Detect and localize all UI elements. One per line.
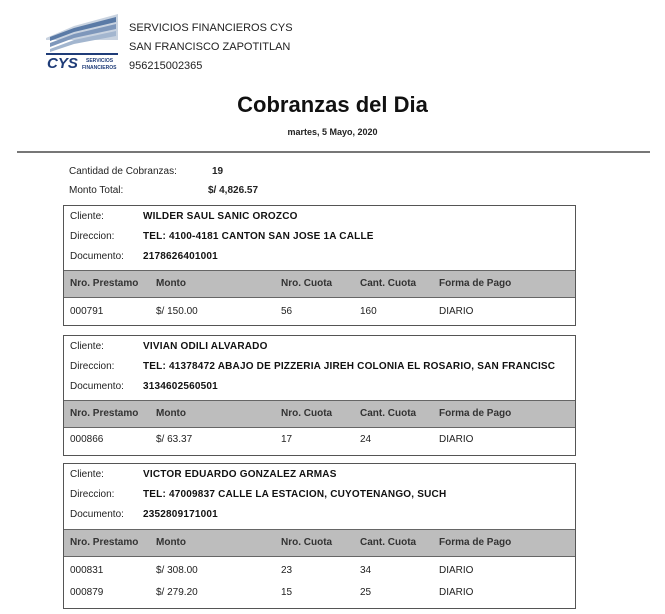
table-row [64, 430, 575, 450]
loans-table-header [64, 270, 575, 298]
loan-installment-count: 160 [360, 306, 377, 317]
loan-installment-count: 25 [360, 587, 372, 598]
loan-amount: $/ 279.20 [156, 587, 198, 598]
table-row [64, 561, 575, 581]
client-row [64, 207, 575, 227]
count-value: 19 [212, 166, 224, 177]
company-location: SAN FRANCISCO ZAPOTITLAN [129, 41, 291, 53]
client-address: TEL: 47009837 CALLE LA ESTACION, CUYOTENANGO, SUCH [143, 489, 447, 500]
loan-amount: $/ 308.00 [156, 565, 198, 576]
address-row [64, 485, 575, 505]
col-installment-count: Cant. Cuota [360, 408, 417, 419]
client-document: 2352809171001 [143, 509, 218, 520]
svg-text:FINANCIEROS: FINANCIEROS [82, 65, 117, 71]
client-name: VICTOR EDUARDO GONZALEZ ARMAS [143, 469, 337, 480]
company-phone: 956215002365 [129, 60, 203, 72]
loan-amount: $/ 150.00 [156, 306, 198, 317]
client-address: TEL: 4100-4181 CANTON SAN JOSE 1A CALLE [143, 231, 374, 242]
count-label: Cantidad de Cobranzas: [69, 166, 177, 177]
client-block [63, 205, 576, 326]
client-row [64, 337, 575, 357]
loan-payment-form: DIARIO [439, 565, 474, 576]
col-amount: Monto [156, 537, 186, 548]
address-label: Direccion: [70, 489, 115, 500]
loans-table-header [64, 529, 575, 557]
table-row [64, 583, 575, 603]
document-label: Documento: [70, 381, 124, 392]
col-amount: Monto [156, 408, 186, 419]
client-block [63, 335, 576, 456]
col-payment-form: Forma de Pago [439, 537, 512, 548]
document-row [64, 377, 575, 397]
col-installment: Nro. Cuota [281, 278, 333, 289]
client-document: 3134602560501 [143, 381, 218, 392]
client-address: TEL: 41378472 ABAJO DE PIZZERIA JIREH COLONIA EL ROSARIO, SAN FRANCISC [143, 361, 556, 372]
col-loan-number: Nro. Prestamo [70, 278, 139, 289]
loan-installment: 56 [281, 306, 293, 317]
report-title: Cobranzas del Dia [237, 92, 428, 117]
col-payment-form: Forma de Pago [439, 408, 512, 419]
loan-installment: 23 [281, 565, 293, 576]
col-loan-number: Nro. Prestamo [70, 537, 139, 548]
total-value: $/ 4,826.57 [208, 185, 259, 196]
loan-number: 000791 [70, 306, 104, 317]
loan-payment-form: DIARIO [439, 587, 474, 598]
loan-number: 000831 [70, 565, 104, 576]
document-row [64, 247, 575, 267]
loan-amount: $/ 63.37 [156, 434, 193, 445]
address-label: Direccion: [70, 231, 115, 242]
document-label: Documento: [70, 251, 124, 262]
col-installment-count: Cant. Cuota [360, 537, 417, 548]
client-block [63, 463, 576, 609]
col-installment: Nro. Cuota [281, 537, 333, 548]
client-label: Cliente: [70, 341, 104, 352]
total-label: Monto Total: [69, 185, 124, 196]
loan-number: 000879 [70, 587, 104, 598]
loan-payment-form: DIARIO [439, 306, 474, 317]
loan-installment-count: 34 [360, 565, 372, 576]
col-amount: Monto [156, 278, 186, 289]
svg-text:SERVICIOS: SERVICIOS [86, 58, 114, 64]
loans-table-header [64, 400, 575, 428]
loan-number: 000866 [70, 434, 104, 445]
address-label: Direccion: [70, 361, 115, 372]
document-label: Documento: [70, 509, 124, 520]
client-label: Cliente: [70, 469, 104, 480]
company-name: SERVICIOS FINANCIEROS CYS [129, 22, 293, 34]
client-name: VIVIAN ODILI ALVARADO [143, 341, 268, 352]
address-row [64, 227, 575, 247]
loan-installment: 17 [281, 434, 293, 445]
loan-payment-form: DIARIO [439, 434, 474, 445]
client-label: Cliente: [70, 211, 104, 222]
building-icon [44, 10, 120, 72]
document-row [64, 505, 575, 525]
loan-installment-count: 24 [360, 434, 372, 445]
company-logo [44, 10, 120, 72]
col-payment-form: Forma de Pago [439, 278, 512, 289]
col-installment-count: Cant. Cuota [360, 278, 417, 289]
client-row [64, 465, 575, 485]
company-info [129, 19, 293, 76]
table-row [64, 302, 575, 322]
report-date: martes, 5 Mayo, 2020 [287, 127, 378, 137]
client-name: WILDER SAUL SANIC OROZCO [143, 211, 298, 222]
client-document: 2178626401001 [143, 251, 218, 262]
loan-installment: 15 [281, 587, 293, 598]
col-loan-number: Nro. Prestamo [70, 408, 139, 419]
col-installment: Nro. Cuota [281, 408, 333, 419]
header-divider [17, 151, 650, 153]
svg-text:CYS: CYS [47, 55, 78, 72]
address-row [64, 357, 575, 377]
